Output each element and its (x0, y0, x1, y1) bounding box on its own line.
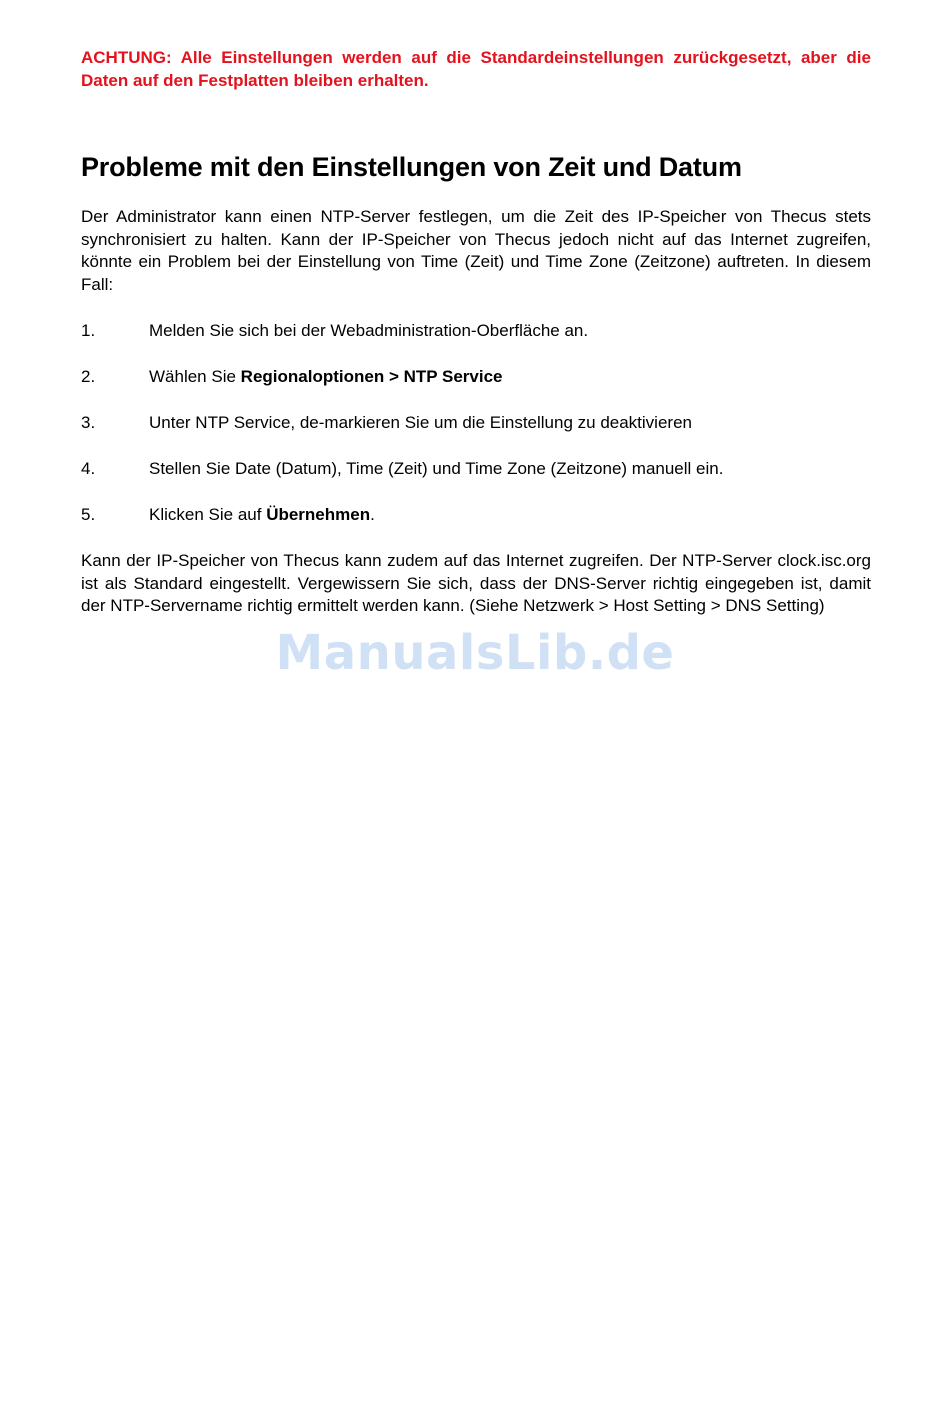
list-item (81, 458, 871, 480)
closing-paragraph: Kann der IP-Speicher von Thecus kann zudem auf das Internet zugreifen. Der NTP-Server clock.isc.org ist als Standard eingestellt. Vergewissern Sie sich, dass der DNS-Server richtig eingegeben ist, damit der NTP-Servername richtig ermittelt werden kann. (Siehe Netzwerk > Host Setting > DNS Setting) (81, 551, 871, 615)
step-number: 3. (81, 413, 96, 432)
step-text: Unter NTP Service, de-markieren Sie um die Einstellung zu deaktivieren (149, 413, 692, 432)
list-item (81, 412, 871, 434)
step-number: 1. (81, 321, 96, 340)
steps-list (81, 320, 871, 526)
list-item (81, 366, 871, 388)
list-item (81, 504, 871, 526)
step-text: Stellen Sie Date (Datum), Time (Zeit) und Time Zone (Zeitzone) manuell ein. (149, 459, 724, 478)
document-page (81, 46, 871, 618)
warning-notice: ACHTUNG: Alle Einstellungen werden auf die Standardeinstellungen zurückgesetzt, aber die Daten auf den Festplatten bleiben erhalten. (81, 48, 871, 90)
step-text (149, 504, 375, 526)
step-text-prefix: Wählen Sie (149, 367, 241, 386)
section-heading: Probleme mit den Einstellungen von Zeit und Datum (81, 152, 742, 182)
step-text: Melden Sie sich bei der Webadministration-Oberfläche an. (149, 321, 589, 340)
intro-paragraph: Der Administrator kann einen NTP-Server festlegen, um die Zeit des IP-Speicher von Thecus stets synchronisiert zu halten. Kann der IP-Speicher von Thecus jedoch nicht auf das Internet zugreifen, könnte ein Problem bei der Einstellung von Time (Zeit) und Time Zone (Zeitzone) auftreten. In diesem Fall: (81, 207, 871, 294)
watermark: ManualsLib.de (275, 625, 675, 681)
list-item (81, 320, 871, 342)
step-text (149, 366, 503, 388)
button-name: Übernehmen (266, 505, 371, 524)
step-text-suffix: . (370, 505, 375, 524)
step-number: 2. (81, 367, 96, 386)
menu-path: Regionaloptionen > NTP Service (240, 367, 503, 386)
step-number: 4. (81, 459, 96, 478)
step-text-prefix: Klicken Sie auf (149, 505, 267, 524)
step-number: 5. (81, 505, 96, 524)
